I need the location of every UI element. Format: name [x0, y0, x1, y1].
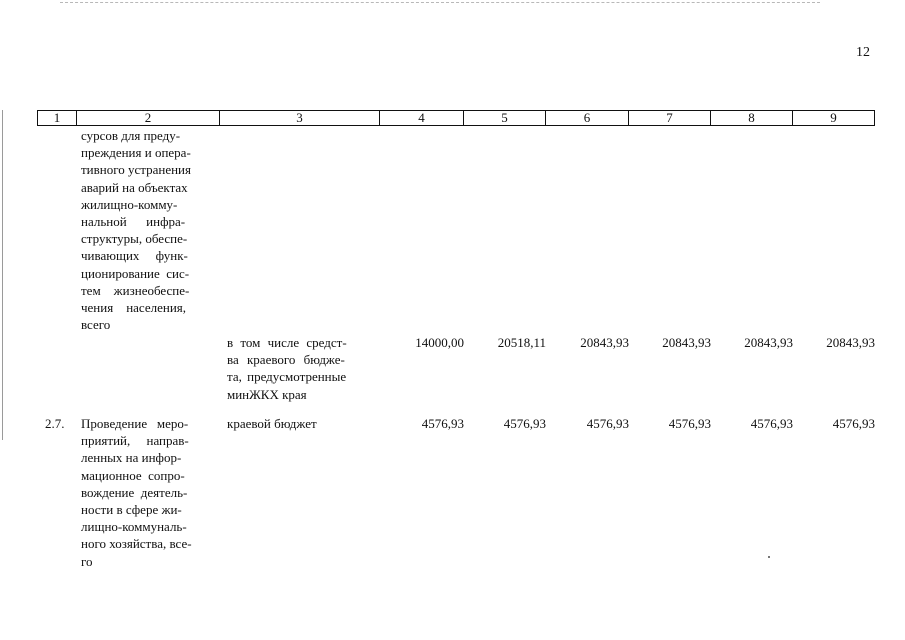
- description-line: нальной инфра-: [81, 214, 186, 230]
- header-cell-8: 8: [711, 111, 793, 125]
- description-line: мационное сопро-: [81, 467, 185, 483]
- value-col-7: 4576,93: [668, 416, 711, 431]
- header-cell-9: 9: [830, 110, 837, 125]
- description-line: ности в сфере жи-: [81, 502, 182, 518]
- continuation-description: [81, 127, 216, 333]
- row-2-7-funding-source: краевой бюджет: [227, 416, 317, 431]
- page-number: 12: [856, 45, 870, 60]
- description-line: всего: [81, 317, 111, 333]
- source-line: ва краевого бюдже-: [227, 352, 345, 368]
- description-line: приятий, направ-: [81, 433, 189, 449]
- description-line: ционирование сис-: [81, 265, 190, 281]
- value-col-9: 4576,93: [832, 416, 875, 431]
- description-line: тем жизнеобеспе-: [81, 282, 190, 298]
- scan-speck: [768, 556, 770, 558]
- description-line: ленных на инфор-: [81, 450, 182, 466]
- value-col-5: 20518,11: [497, 335, 546, 350]
- continuation-funding-source: [227, 334, 377, 403]
- scan-edge-artifact: [60, 2, 820, 3]
- description-line: сурсов для преду-: [81, 128, 181, 143]
- row-2-7-description: [81, 415, 216, 570]
- description-line: лищно-коммуналь-: [81, 519, 187, 535]
- source-line: в том числе средст-: [227, 335, 347, 350]
- header-cell-1: 1: [38, 111, 77, 125]
- header-cell-6: 6: [546, 111, 629, 125]
- description-line: структуры, обеспе-: [81, 231, 188, 247]
- scan-margin-line: [2, 110, 3, 440]
- value-col-9: 20843,93: [826, 335, 875, 350]
- description-line: чения населения,: [81, 300, 187, 316]
- value-col-5: 4576,93: [503, 416, 546, 431]
- description-line: жилищно-комму-: [81, 196, 178, 212]
- description-line: тивного устранения: [81, 162, 191, 178]
- header-cell-2: 2: [77, 111, 220, 125]
- row-number: 2.7.: [45, 416, 65, 431]
- description-line: ного хозяйства, все-: [81, 536, 192, 552]
- value-col-8: 20843,93: [744, 335, 793, 350]
- description-line: аварий на объектах: [81, 179, 188, 195]
- value-col-6: 20843,93: [580, 335, 629, 350]
- value-col-4: 14000,00: [415, 335, 464, 350]
- value-col-7: 20843,93: [662, 335, 711, 350]
- source-line: минЖКХ края: [227, 386, 307, 402]
- value-col-6: 4576,93: [586, 416, 629, 431]
- value-col-4: 4576,93: [421, 416, 464, 431]
- description-line: вождение деятель-: [81, 484, 188, 500]
- source-line: та, предусмотренные: [227, 369, 347, 385]
- header-cell-7: 7: [629, 111, 711, 125]
- description-line: преждения и опера-: [81, 145, 191, 161]
- description-line: Проведение меро-: [81, 416, 189, 431]
- value-col-8: 4576,93: [750, 416, 793, 431]
- description-line: го: [81, 553, 93, 569]
- header-cell-3: 3: [220, 111, 380, 125]
- description-line: чивающих функ-: [81, 248, 188, 264]
- table-header-row: [37, 110, 875, 126]
- header-cell-4: 4: [380, 111, 464, 125]
- header-cell-5: 5: [464, 111, 546, 125]
